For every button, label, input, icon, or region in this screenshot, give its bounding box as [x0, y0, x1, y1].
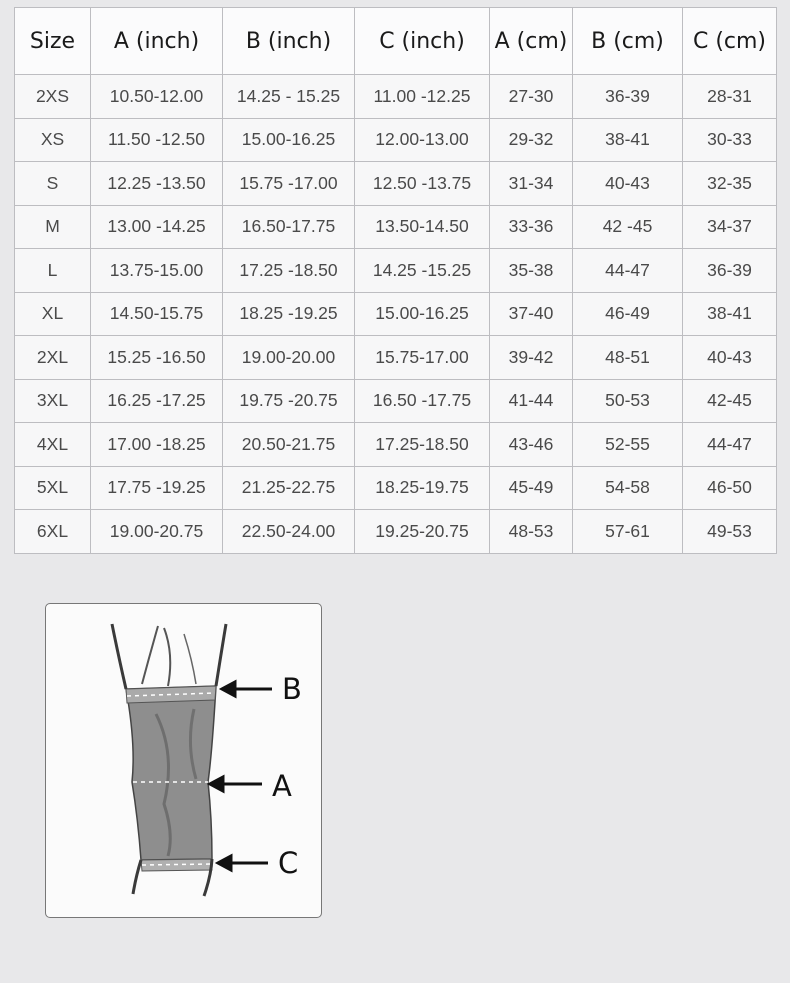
- leg-outline: [133, 860, 141, 894]
- size-cell: 5XL: [15, 466, 91, 510]
- table-row: [15, 336, 777, 380]
- table-row: [15, 205, 777, 249]
- measurement-cell: 18.25-19.75: [355, 466, 490, 510]
- arrowhead-b-icon: [222, 682, 235, 696]
- size-cell: S: [15, 162, 91, 206]
- measurement-cell: 42 -45: [573, 205, 683, 249]
- leg-outline: [142, 626, 158, 684]
- measurement-cell: 48-51: [573, 336, 683, 380]
- measurement-cell: 44-47: [573, 249, 683, 293]
- measurement-cell: 17.00 -18.25: [91, 423, 223, 467]
- measurement-cell: 14.25 -15.25: [355, 249, 490, 293]
- measurement-cell: 48-53: [490, 510, 573, 554]
- measurement-cell: 44-47: [683, 423, 777, 467]
- measurement-cell: 33-36: [490, 205, 573, 249]
- measurement-cell: 19.00-20.00: [223, 336, 355, 380]
- measurement-cell: 15.25 -16.50: [91, 336, 223, 380]
- measurement-cell: 17.75 -19.25: [91, 466, 223, 510]
- size-cell: 3XL: [15, 379, 91, 423]
- header-cell: C (cm): [683, 8, 777, 75]
- measurement-cell: 19.25-20.75: [355, 510, 490, 554]
- table-row: [15, 466, 777, 510]
- measurement-cell: 31-34: [490, 162, 573, 206]
- measurement-cell: 12.50 -13.75: [355, 162, 490, 206]
- measurement-diagram: [45, 603, 322, 918]
- measurement-cell: 57-61: [573, 510, 683, 554]
- measurement-cell: 15.00-16.25: [355, 292, 490, 336]
- measurement-cell: 46-49: [573, 292, 683, 336]
- table-row: [15, 162, 777, 206]
- measurement-cell: 12.25 -13.50: [91, 162, 223, 206]
- table-row: [15, 75, 777, 119]
- measurement-cell: 39-42: [490, 336, 573, 380]
- measure-line-c: [142, 864, 212, 865]
- measurement-cell: 52-55: [573, 423, 683, 467]
- measurement-cell: 41-44: [490, 379, 573, 423]
- measurement-cell: 10.50-12.00: [91, 75, 223, 119]
- measurement-cell: 54-58: [573, 466, 683, 510]
- arrowhead-a-icon: [210, 777, 223, 791]
- measurement-cell: 21.25-22.75: [223, 466, 355, 510]
- table-row: [15, 118, 777, 162]
- measurement-cell: 42-45: [683, 379, 777, 423]
- measurement-cell: 40-43: [683, 336, 777, 380]
- size-cell: 2XL: [15, 336, 91, 380]
- size-cell: XL: [15, 292, 91, 336]
- measurement-cell: 15.75 -17.00: [223, 162, 355, 206]
- leg-outline: [216, 624, 226, 686]
- measurement-cell: 38-41: [683, 292, 777, 336]
- measurement-cell: 15.00-16.25: [223, 118, 355, 162]
- table-row: [15, 379, 777, 423]
- measurement-cell: 27-30: [490, 75, 573, 119]
- measurement-cell: 30-33: [683, 118, 777, 162]
- measurement-cell: 38-41: [573, 118, 683, 162]
- measurement-cell: 15.75-17.00: [355, 336, 490, 380]
- marker-label-a: A: [272, 769, 292, 803]
- measurement-cell: 35-38: [490, 249, 573, 293]
- table-row: [15, 510, 777, 554]
- measurement-cell: 13.75-15.00: [91, 249, 223, 293]
- measurement-cell: 18.25 -19.25: [223, 292, 355, 336]
- header-cell: A (inch): [91, 8, 223, 75]
- table-row: [15, 249, 777, 293]
- measurement-cell: 43-46: [490, 423, 573, 467]
- leg-outline: [164, 628, 170, 686]
- measurement-cell: 16.25 -17.25: [91, 379, 223, 423]
- measurement-cell: 32-35: [683, 162, 777, 206]
- table-row: [15, 292, 777, 336]
- measurement-cell: 19.75 -20.75: [223, 379, 355, 423]
- measurement-cell: 17.25 -18.50: [223, 249, 355, 293]
- measurement-cell: 13.50-14.50: [355, 205, 490, 249]
- header-row: [15, 8, 777, 75]
- size-chart-table: [14, 7, 777, 554]
- measurement-cell: 14.50-15.75: [91, 292, 223, 336]
- table-row: [15, 423, 777, 467]
- size-cell: 2XS: [15, 75, 91, 119]
- measurement-cell: 36-39: [573, 75, 683, 119]
- header-cell: C (inch): [355, 8, 490, 75]
- measurement-cell: 20.50-21.75: [223, 423, 355, 467]
- measurement-cell: 34-37: [683, 205, 777, 249]
- header-cell: B (inch): [223, 8, 355, 75]
- measurement-cell: 50-53: [573, 379, 683, 423]
- arrowhead-c-icon: [218, 856, 231, 870]
- measurement-cell: 37-40: [490, 292, 573, 336]
- size-cell: L: [15, 249, 91, 293]
- measurement-cell: 11.00 -12.25: [355, 75, 490, 119]
- size-cell: 4XL: [15, 423, 91, 467]
- measurement-cell: 46-50: [683, 466, 777, 510]
- sleeve-top-band: [126, 686, 216, 703]
- measurement-cell: 16.50-17.75: [223, 205, 355, 249]
- measurement-cell: 12.00-13.00: [355, 118, 490, 162]
- header-cell: B (cm): [573, 8, 683, 75]
- measurement-cell: 14.25 - 15.25: [223, 75, 355, 119]
- size-cell: M: [15, 205, 91, 249]
- measurement-cell: 13.00 -14.25: [91, 205, 223, 249]
- measurement-cell: 19.00-20.75: [91, 510, 223, 554]
- size-cell: 6XL: [15, 510, 91, 554]
- marker-label-b: B: [282, 672, 302, 706]
- measurement-cell: 16.50 -17.75: [355, 379, 490, 423]
- measurement-cell: 11.50 -12.50: [91, 118, 223, 162]
- marker-label-c: C: [278, 846, 299, 880]
- measurement-cell: 40-43: [573, 162, 683, 206]
- measurement-cell: 49-53: [683, 510, 777, 554]
- measurement-cell: 29-32: [490, 118, 573, 162]
- size-cell: XS: [15, 118, 91, 162]
- header-cell: A (cm): [490, 8, 573, 75]
- leg-outline: [112, 624, 126, 689]
- measurement-cell: 36-39: [683, 249, 777, 293]
- leg-outline: [184, 634, 196, 684]
- measurement-cell: 22.50-24.00: [223, 510, 355, 554]
- measurement-cell: 45-49: [490, 466, 573, 510]
- header-cell: Size: [15, 8, 91, 75]
- size-table-body: [15, 75, 777, 554]
- measurement-cell: 28-31: [683, 75, 777, 119]
- measurement-cell: 17.25-18.50: [355, 423, 490, 467]
